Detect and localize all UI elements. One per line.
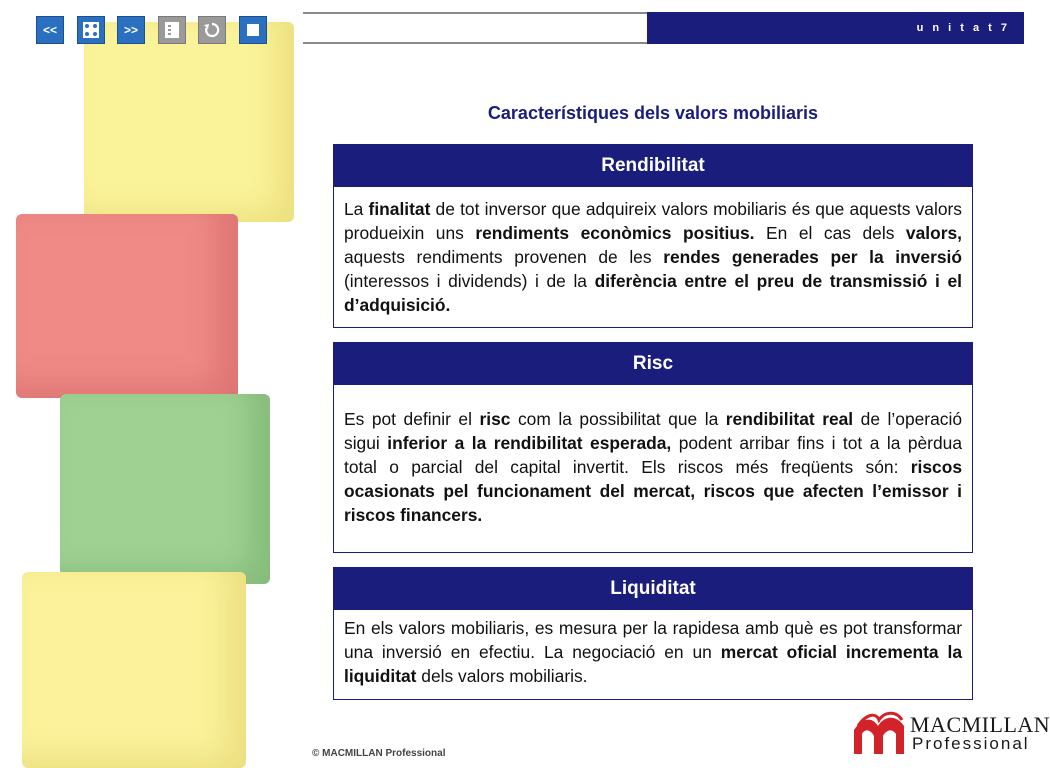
next-icon: >> xyxy=(123,23,138,37)
menu-button[interactable] xyxy=(77,16,105,44)
card-liquiditat xyxy=(333,567,973,700)
copyright-footer: © MACMILLAN Professional xyxy=(312,748,446,759)
decor-block-green xyxy=(60,394,270,584)
exit-button[interactable] xyxy=(239,16,267,44)
card-risc xyxy=(333,342,973,553)
undo-icon xyxy=(203,21,221,39)
prev-button[interactable] xyxy=(36,16,64,44)
card-heading: Liquiditat xyxy=(334,568,972,610)
stop-icon xyxy=(247,24,259,36)
topbar-line xyxy=(303,12,648,44)
card-heading: Risc xyxy=(334,343,972,385)
decor-block-red xyxy=(16,214,238,398)
macmillan-logo xyxy=(852,704,1050,756)
card-body-rendibilitat: La finalitat de tot inversor que adquireix valors mobiliaris és que aquests valors produeixin uns rendiments econòmics positius. En el cas dels valors, aquests rendiments provenen de les rendes generades per la inversió (interessos i dividends) i de la diferència entre el preu de transmissió i el d’adquisició. xyxy=(344,199,962,315)
decor-block-yellow-top xyxy=(84,22,294,222)
prev-icon: << xyxy=(42,23,57,37)
card-body-liquiditat: En els valors mobiliaris, es mesura per la rapidesa amb què es pot transformar una inversió en efectiu. La negociació en un mercat oficial incrementa la liquiditat dels valors mobiliaris. xyxy=(344,618,963,686)
unit-label: u n i t a t 7 xyxy=(916,22,1010,34)
index-button[interactable] xyxy=(158,16,186,44)
menu-dots-icon xyxy=(83,22,99,38)
page-title: Característiques dels valors mobiliaris xyxy=(487,103,819,123)
logo-line1: MACMILLAN xyxy=(910,712,1050,737)
macmillan-logo-icon xyxy=(852,708,906,756)
decor-block-yellow-bottom xyxy=(22,572,246,768)
list-icon xyxy=(165,22,179,38)
topbar-unit-banner xyxy=(647,12,1024,44)
card-rendibilitat xyxy=(333,144,973,328)
card-heading: Rendibilitat xyxy=(334,145,972,187)
back-button[interactable] xyxy=(198,16,226,44)
next-button[interactable] xyxy=(117,16,145,44)
card-body-risc: Es pot definir el risc com la possibilitat que la rendibilitat real de l’operació sigui inferior a la rendibilitat esperada, podent arribar fins i tot a la pèrdua total o parcial del capital invertit. Els riscos més freqüents són: riscos ocasionats pel funcionament del mercat, riscos que afecten l’emissor i riscos financers. xyxy=(344,409,962,525)
logo-line2: Professional xyxy=(912,734,1030,753)
